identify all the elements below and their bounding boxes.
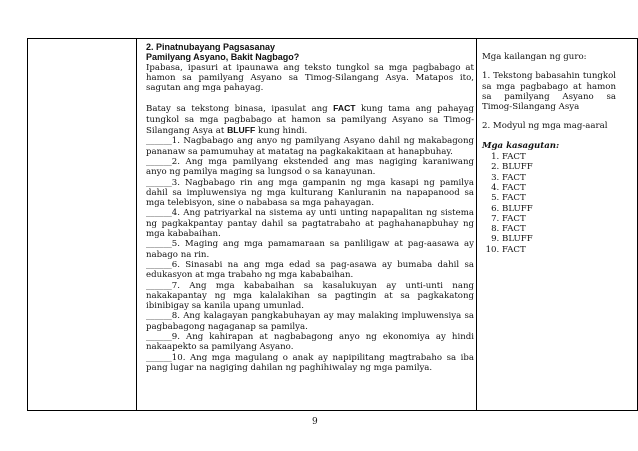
statement-item: ______1. Nagbabago ang anyo ng pamilyang Asyano dahil ng makabagong pananaw sa pamumuhay at matatag na pagkakakitaan at hanapbuhay.	[146, 136, 474, 157]
answer-item: 8. FACT	[502, 224, 616, 234]
intro-paragraph: Ipabasa, ipasuri at ipaunawa ang teksto tungkol sa mga pagbabago at hamon sa pamilyang Asyano sa Timog-Silangang Asya. Matapos ito, sagutan ang mga pahayag.	[146, 62, 474, 94]
answer-list	[482, 152, 616, 255]
statement-item: ______5. Maging ang mga pamamaraan sa panliligaw at pag-aasawa ay nabago na rin.	[146, 239, 474, 260]
needs-heading: Mga kailangan ng guro:	[482, 52, 587, 62]
need-item-1: 1. Tekstong babasahin tungkol sa mga pagbabago at hamon sa pamilyang Asyano sa Timog-Silangang Asya	[482, 71, 616, 113]
bluff-keyword: BLUFF	[227, 125, 256, 136]
answer-item: 10. FACT	[502, 245, 616, 255]
instruction-paragraph: Batay sa tekstong binasa, ipasulat ang FACT kung tama ang pahayag tungkol sa mga pagbabago at hamon sa pamilyang Asyano sa Timog-Silangang Asya at BLUFF kung hindi.	[146, 103, 475, 137]
statement-item: ______4. Ang patriyarkal na sistema ay unti unting napapalitan ng sistema ng pagkakpantay pantay dahil sa pagtatrabaho at paghahanapbuhay ng mga kababaihan.	[146, 208, 474, 240]
section-title: 2. Pinatnubayang Pagsasanay	[146, 42, 276, 52]
answer-item: 2. BLUFF	[502, 162, 616, 172]
statement-item: ______8. Ang kalagayan pangkabuhayan ay may malaking impluwensiya sa pagbabagong nagaganap sa pamilya.	[146, 311, 474, 332]
statement-item: ______3. Nagbabago rin ang mga gampanin ng mga kasapi ng pamilya dahil sa impluwensiya ng mga kulturang Kanluranin na napapanood sa mga telebisyon, sine o nababasa sa mga pahayagan.	[146, 177, 474, 209]
answer-item: 6. BLUFF	[502, 204, 616, 214]
column-divider-2	[476, 38, 477, 411]
statement-item: ______10. Ang mga magulang o anak ay napipilitang magtrabaho sa iba pang lugar na nagiging dahilan ng paghihiwalay ng mga pamilya.	[146, 352, 474, 373]
section-subtitle: Pamilyang Asyano, Bakit Nagbago?	[146, 52, 300, 63]
table-bottom-border	[27, 410, 638, 411]
table-top-border	[27, 38, 638, 39]
statement-item: ______7. Ang mga kababaihan sa kasalukuyan ay unti-unti nang nakakapantay ng mga kalalakihan sa pagtingin at sa pagkakatong ibinibigay sa kanila upang umunlad.	[146, 280, 474, 312]
answer-item: 4. FACT	[502, 183, 616, 193]
column-divider-1	[136, 38, 137, 411]
answer-item: 7. FACT	[502, 214, 616, 224]
answer-item: 1. FACT	[502, 152, 616, 162]
need-item-2: 2. Modyul ng mga mag-aaral	[482, 121, 608, 132]
sidebar	[482, 52, 616, 255]
statement-list	[146, 136, 474, 373]
statement-item: ______2. Ang mga pamilyang ekstended ang mas nagiging karaniwang anyo ng pamilya maging sa lungsod o sa kanayunan.	[146, 156, 474, 178]
main-content	[146, 42, 474, 373]
answers-heading: Mga kasagutan:	[482, 140, 560, 151]
statement-item: ______6. Sinasabi na ang mga edad sa pag-asawa ay bumaba dahil sa edukasyon at mga trabaho ng mga kababaihan.	[146, 259, 474, 281]
page-number: 9	[312, 417, 318, 427]
answer-item: 5. FACT	[502, 193, 616, 203]
table-left-border	[27, 38, 28, 411]
statement-item: ______9. Ang kahirapan at nagbabagong anyo ng ekonomiya ay hindi nakaapekto sa pamilyang Asyano.	[146, 332, 474, 353]
answer-item: 9. BLUFF	[502, 234, 616, 244]
fact-keyword: FACT	[333, 103, 356, 114]
answer-item: 3. FACT	[502, 173, 616, 183]
